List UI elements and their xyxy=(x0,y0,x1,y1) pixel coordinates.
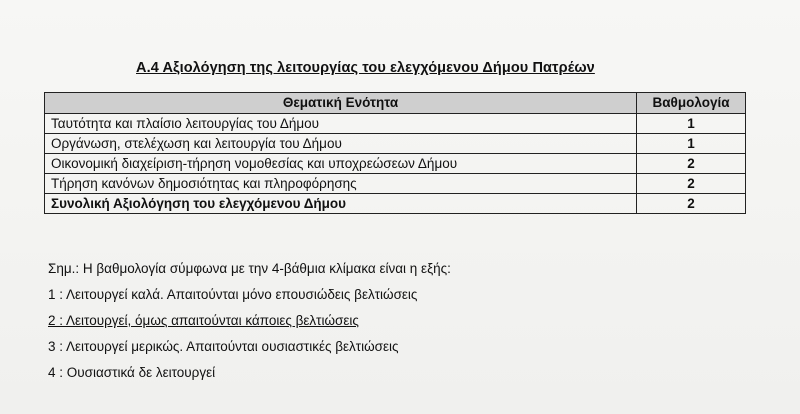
row-score: 1 xyxy=(637,134,746,154)
row-topic: Ταυτότητα και πλαίσιο λειτουργίας του Δήμου xyxy=(45,114,637,134)
row-topic-total: Συνολική Αξιολόγηση του ελεγχόμενου Δήμου xyxy=(45,194,637,214)
row-topic: Τήρηση κανόνων δημοσιότητας και πληροφόρησης xyxy=(45,174,637,194)
scale-item-1: 1 : Λειτουργεί καλά. Απαιτούνται μόνο επουσιώδεις βελτιώσεις xyxy=(48,287,418,302)
scale-item-3: 3 : Λειτουργεί μερικώς. Απαιτούνται ουσιαστικές βελτιώσεις xyxy=(48,339,399,354)
table-header-row xyxy=(45,93,746,114)
row-topic: Οικονομική διαχείριση-τήρηση νομοθεσίας και υποχρεώσεων Δήμου xyxy=(45,154,637,174)
row-score-total: 2 xyxy=(637,194,746,214)
table-row xyxy=(45,154,746,174)
table-row-total xyxy=(45,194,746,214)
row-topic: Οργάνωση, στελέχωση και λειτουργία του Δήμου xyxy=(45,134,637,154)
column-header-score: Βαθμολογία xyxy=(637,93,746,114)
row-score: 2 xyxy=(637,154,746,174)
row-score: 1 xyxy=(637,114,746,134)
section-heading: Α.4 Αξιολόγηση της λειτουργίας του ελεγχόμενου Δήμου Πατρέων xyxy=(136,60,595,76)
table-row xyxy=(45,114,746,134)
scale-item-4: 4 : Ουσιαστικά δε λειτουργεί xyxy=(48,365,216,380)
table-row xyxy=(45,174,746,194)
scale-notes xyxy=(48,256,451,386)
row-score: 2 xyxy=(637,174,746,194)
table-row xyxy=(45,134,746,154)
column-header-topic: Θεματική Ενότητα xyxy=(45,93,637,114)
evaluation-table xyxy=(44,92,746,214)
scale-item-2: 2 : Λειτουργεί, όμως απαιτούνται κάποιες βελτιώσεις xyxy=(48,313,359,328)
notes-intro: Σημ.: Η βαθμολογία σύμφωνα με την 4-βάθμια κλίμακα είναι η εξής: xyxy=(48,261,451,276)
